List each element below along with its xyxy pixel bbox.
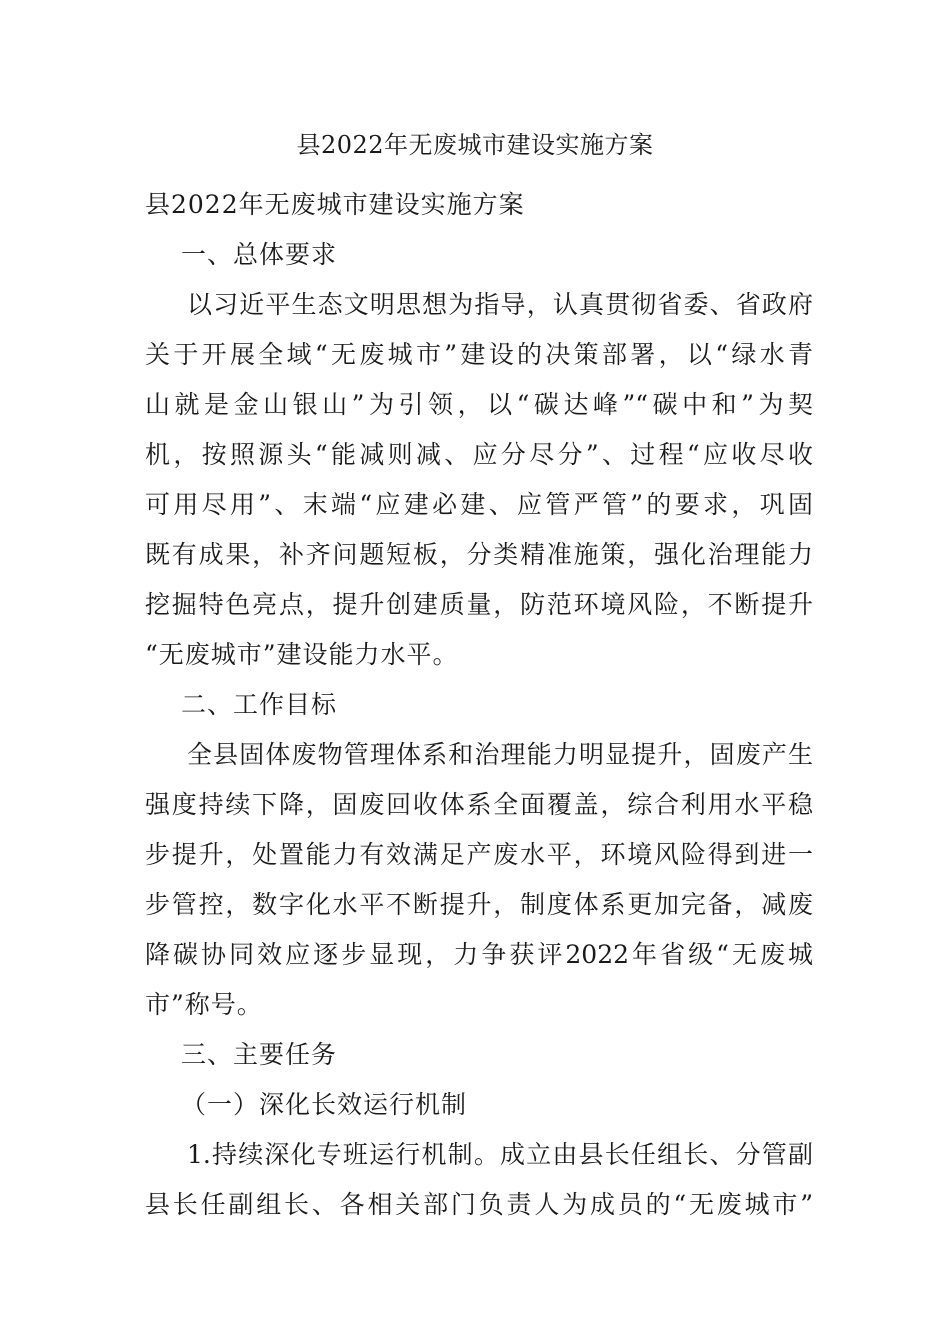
paragraph-line: 以习近平生态文明思想为指导，认真贯彻省委、省政府 bbox=[187, 290, 813, 319]
document-body bbox=[145, 180, 813, 1230]
paragraph-line: 1.持续深化专班运行机制。成立由县长任组长、分管副 bbox=[187, 1140, 813, 1169]
subsection-heading: （一）深化长效运行机制 bbox=[181, 1090, 468, 1119]
paragraph-line: 可用尽用”、末端“应建必建、应管严管”的要求，巩固 bbox=[145, 490, 813, 519]
paragraph-line: 步提升，处置能力有效满足产废水平，环境风险得到进一 bbox=[145, 840, 813, 869]
paragraph-line: 强度持续下降，固废回收体系全面覆盖，综合利用水平稳 bbox=[145, 790, 813, 819]
paragraph-line: 山就是金山银山”为引领，以“碳达峰”“碳中和”为契 bbox=[145, 390, 813, 419]
section-heading-1: 一、总体要求 bbox=[181, 240, 338, 269]
paragraph-line: “无废城市”建设能力水平。 bbox=[145, 640, 459, 669]
document-title: 县2022年无废城市建设实施方案 bbox=[296, 131, 654, 159]
paragraph-line: 关于开展全域“无废城市”建设的决策部署，以“绿水青 bbox=[145, 340, 813, 369]
paragraph-line: 机，按照源头“能减则减、应分尽分”、过程“应收尽收 bbox=[145, 440, 813, 469]
paragraph-line: 步管控，数字化水平不断提升，制度体系更加完备，减废 bbox=[145, 890, 813, 919]
paragraph-line: 全县固体废物管理体系和治理能力明显提升，固废产生 bbox=[187, 740, 813, 769]
paragraph-line: 县长任副组长、各相关部门负责人为成员的“无废城市” bbox=[145, 1190, 813, 1219]
section-heading-2: 二、工作目标 bbox=[181, 690, 338, 719]
section-heading-3: 三、主要任务 bbox=[181, 1040, 338, 1069]
paragraph-line: 挖掘特色亮点，提升创建质量，防范环境风险，不断提升 bbox=[145, 590, 813, 619]
paragraph-line: 既有成果，补齐问题短板，分类精准施策，强化治理能力 bbox=[145, 540, 813, 569]
paragraph-line: 降碳协同效应逐步显现，力争获评2022年省级“无废城 bbox=[145, 940, 813, 969]
subtitle-line: 县2022年无废城市建设实施方案 bbox=[145, 190, 525, 219]
paragraph-line: 市”称号。 bbox=[145, 990, 263, 1019]
